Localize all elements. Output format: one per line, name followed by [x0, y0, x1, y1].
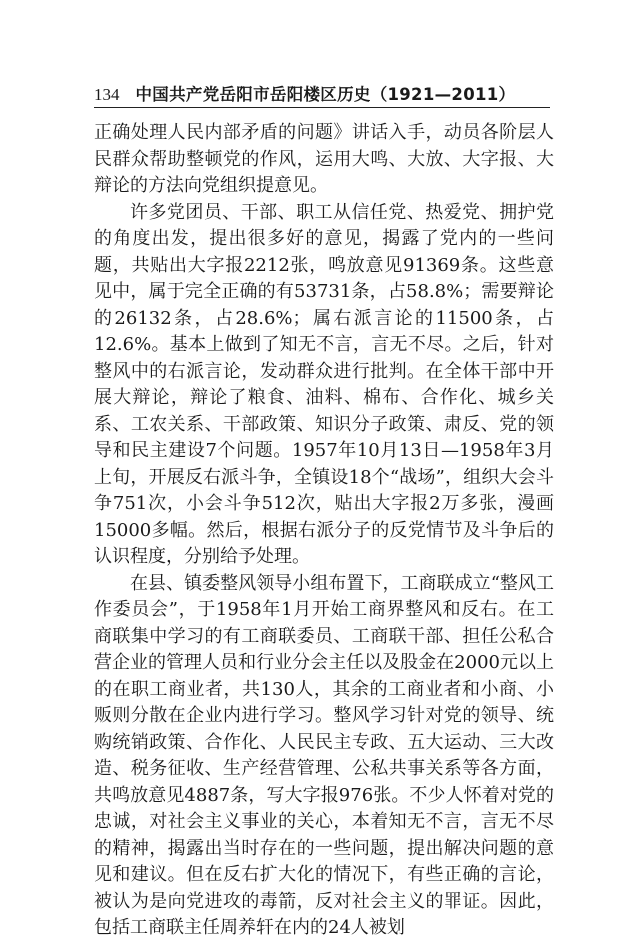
book-title: 中国共产党岳阳市岳阳楼区历史（1921—2011）	[135, 84, 516, 104]
paragraph-continuation: 正确处理人民内部矛盾的问题》讲话入手，动员各阶层人民群众帮助整顿党的作风，运用大鸣、大放、大字报、大辩论的方法向党组织提意见。	[94, 122, 554, 196]
body-text	[94, 120, 554, 942]
paragraph-commerce-federation: 在县、镇委整风领导小组布置下，工商联成立“整风工作委员会”，于1958年1月开始工商界整风和反右。在工商联集中学习的有工商联委员、工商联干部、担任公私合营企业的管理人员和行业分会主任以及股金在2000元以上的在职工商业者，共130人，其余的工商业者和小商、小贩则分散在企业内进行学习。整风学习针对党的领导、统购统销政策、合作化、人民民主专政、五大运动、三大改造、税务征收、生产经营管理、公私共事关系等各方面，共鸣放意见4887条，写大字报976张。不少人怀着对党的忠诚，对社会主义事业的关心，本着知无不言，言无不尽的精神，揭露出当时存在的一些问题，提出解决问题的意见和建议。但在反右扩大化的情况下，有些正确的言论，被认为是向党进攻的毒箭，反对社会主义的罪证。因此，包括工商联主任周养轩在内的24人被划	[94, 572, 554, 938]
running-header	[94, 80, 550, 108]
paragraph-rectification-results: 许多党团员、干部、职工从信任党、热爱党、拥护党的角度出发，提出很多好的意见，揭露了党内的一些问题，共贴出大字报2212张，鸣放意见91369条。这些意见中，属于完全正确的有53731条，占58.8%；需要辩论的26132条，占28.6%；属右派言论的11500条，占12.6%。基本上做到了知无不言，言无不尽。之后，针对整风中的右派言论，发动群众进行批判。在全体干部中开展大辩论，辩论了粮食、油料、棉布、合作化、城乡关系、工农关系、干部政策、知识分子政策、肃反、党的领导和民主建设7个问题。1957年10月13日—1958年3月上旬，开展反右派斗争，全镇设18个“战场”，组织大会斗争751次，小会斗争512次，贴出大字报2万多张，漫画15000多幅。然后，根据右派分子的反党情节及斗争后的认识程度，分别给予处理。	[94, 201, 554, 567]
page-number: 134	[94, 85, 120, 104]
